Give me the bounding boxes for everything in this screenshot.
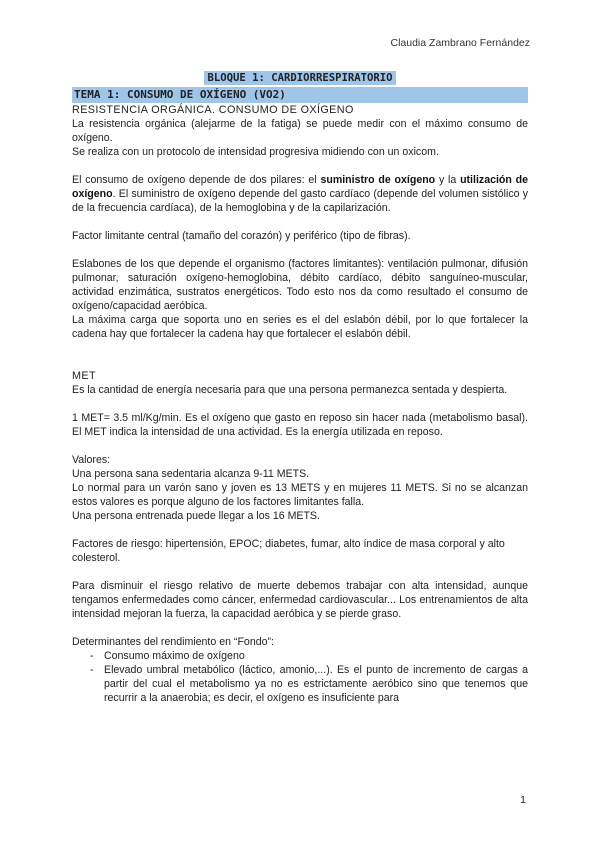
section-subtitle: RESISTENCIA ORGÁNICA. CONSUMO DE OXÍGENO bbox=[72, 104, 354, 116]
valores-title: Valores: bbox=[72, 454, 111, 466]
paragraph-protocolo: Se realiza con un protocolo de intensidad progresiva midiendo con un oxicom. bbox=[72, 146, 439, 158]
tema-title: TEMA 1: CONSUMO DE OXÍGENO (VO2) bbox=[72, 87, 528, 103]
bloque-title bbox=[72, 71, 528, 85]
paragraph-met-definicion: Es la cantidad de energía necesaria para que una persona permanezca sentada y despierta. bbox=[72, 384, 508, 396]
author-header: Claudia Zambrano Fernández bbox=[390, 37, 530, 49]
valores-line-1: Una persona sana sedentaria alcanza 9-11 METS. bbox=[72, 468, 310, 480]
met-title: MET bbox=[72, 370, 96, 382]
paragraph-pilares: El consumo de oxígeno depende de dos pilares: el suministro de oxígeno y la utilización de oxígeno. El suministro de oxígeno depende del gasto cardíaco (depende del volumen sistólico y de la frecuencia cardíaca), de la hemoglobina y de la capilarización. bbox=[72, 174, 529, 214]
paragraph-met-valor: 1 MET= 3.5 ml/Kg/min. Es el oxígeno que gasto en reposo sin hacer nada (metabolismo basal). El MET indica la intensidad de una actividad. Es la energía utilizada en reposo. bbox=[72, 412, 528, 438]
bloque-title-text: BLOQUE 1: CARDIORRESPIRATORIO bbox=[204, 71, 397, 85]
page-number: 1 bbox=[520, 794, 526, 806]
determinantes-title: Determinantes del rendimiento en “Fondo”: bbox=[72, 636, 274, 648]
valores-line-2: Lo normal para un varón sano y joven es 13 METS y en mujeres 11 METS. Si no se alcanzan estos valores es porque alguno de los factores limitantes falla. bbox=[72, 482, 528, 508]
valores-line-3: Una persona entrenada puede llegar a los 16 METS. bbox=[72, 510, 320, 522]
page-content bbox=[72, 71, 528, 705]
determinantes-list bbox=[72, 649, 528, 705]
paragraph-resistencia: La resistencia orgánica (alejarme de la fatiga) se puede medir con el máximo consumo de oxígeno. bbox=[72, 118, 528, 144]
paragraph-disminuir-riesgo: Para disminuir el riesgo relativo de muerte debemos trabajar con alta intensidad, aunque tengamos enfermedades como cáncer, enfermedad cardiovascular... Los entrenamientos de alta intensidad mejoran la fuerza, la capacidad aeróbica y se pierde graso. bbox=[72, 580, 528, 620]
paragraph-factor-limitante: Factor limitante central (tamaño del corazón) y periférico (tipo de fibras). bbox=[72, 230, 411, 242]
list-item: - Elevado umbral metabólico (láctico, amonio,...). Es el punto de incremento de cargas a partir del cual el metabolismo ya no es estrictamente aeróbico sino que tenemos que recurrir a la anaerobia; es decir, el oxígeno es insuficiente para bbox=[90, 663, 528, 705]
bold-suministro: suministro de oxígeno bbox=[320, 174, 436, 186]
paragraph-factores-riesgo: Factores de riesgo: hipertensión, EPOC; diabetes, fumar, alto índice de masa corporal y alto colesterol. bbox=[72, 538, 505, 564]
bold-utilizacion: utilización de oxígeno bbox=[72, 174, 529, 200]
paragraph-maxima-carga: La máxima carga que soporta uno en series es el del eslabón débil, por lo que fortalecer la cadena hay que fortalecer la cadena hay que fortalecer el eslabón débil. bbox=[72, 314, 528, 340]
list-item: - Consumo máximo de oxígeno bbox=[90, 649, 528, 663]
paragraph-eslabones: Eslabones de los que depende el organismo (factores limitantes): ventilación pulmonar, difusión pulmonar, saturación oxígeno-hemoglobina, débito cardíaco, débito sanguíneo-muscular, actividad enzimática, sustratos energéticos. Todo esto nos da como resultado el consumo de oxígeno/capacidad aeróbica. bbox=[72, 258, 528, 312]
